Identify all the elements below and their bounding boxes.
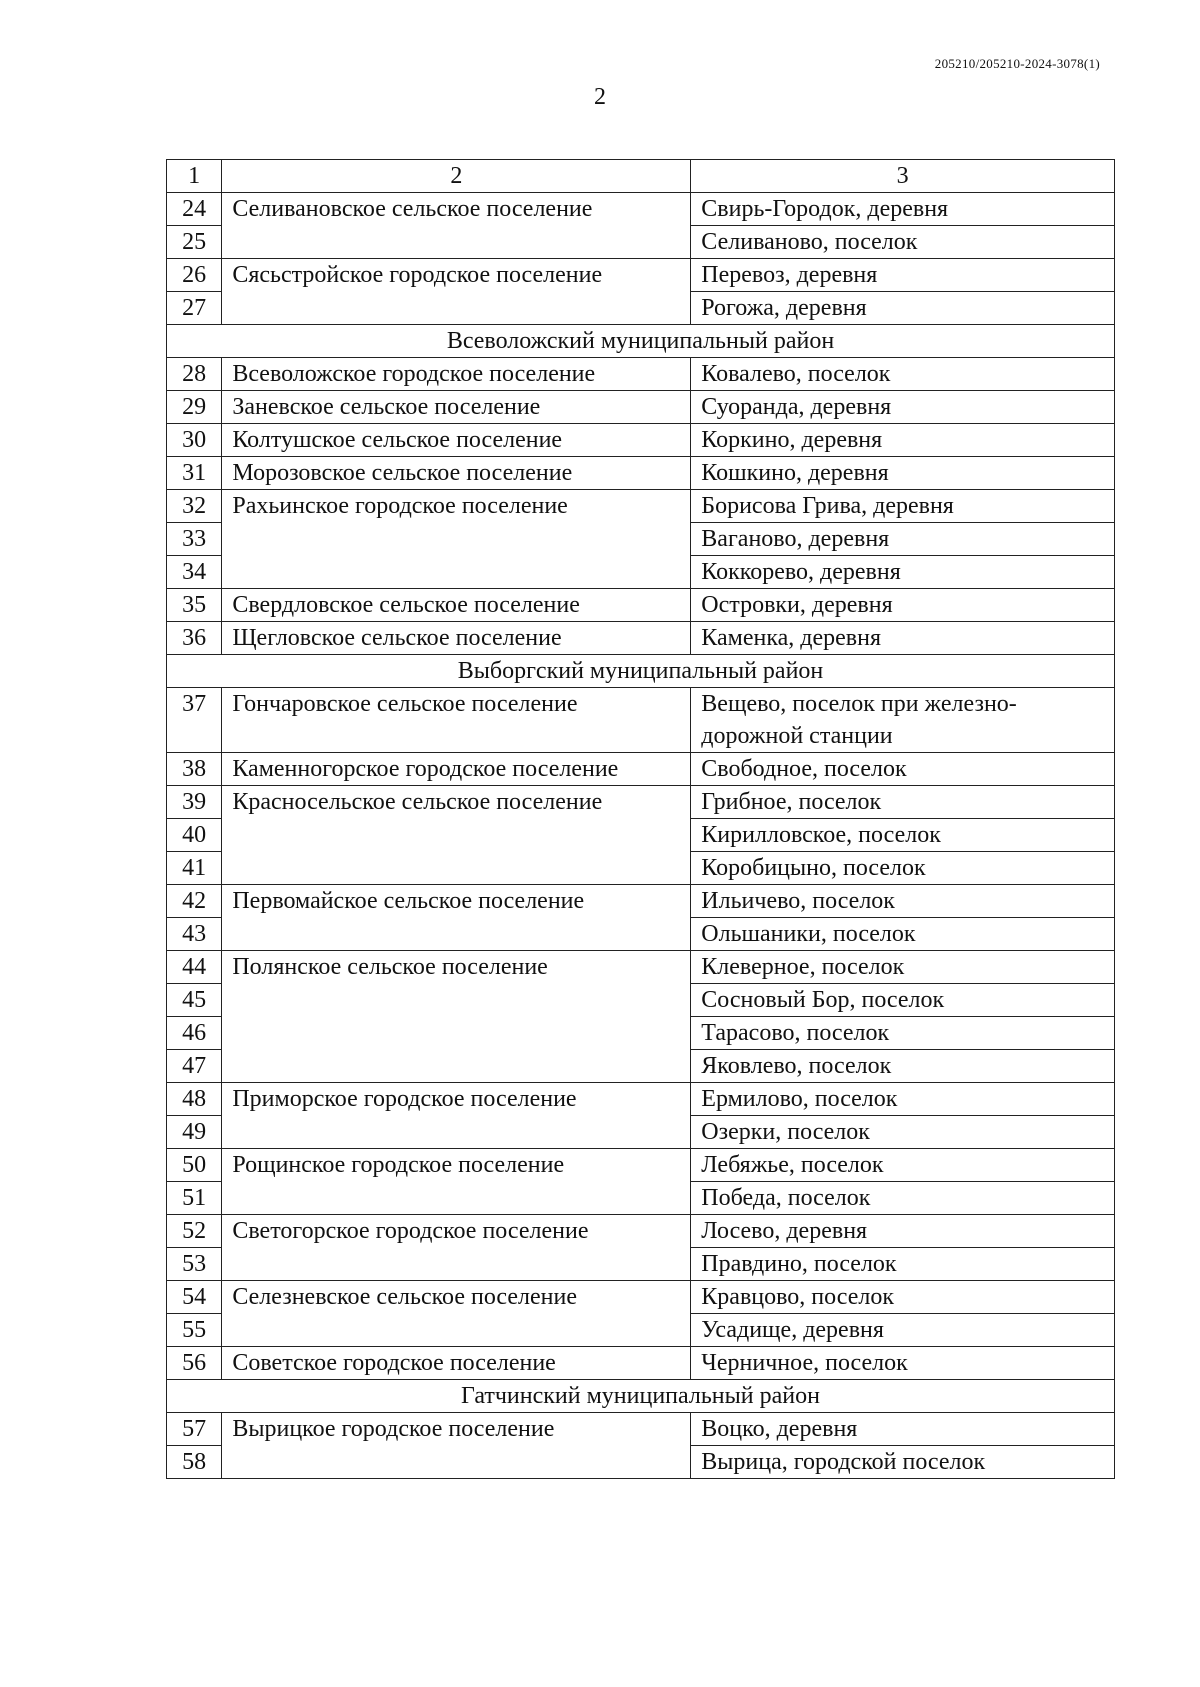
- settlements-table: [166, 159, 1115, 1479]
- row-number: 43: [167, 918, 222, 951]
- row-number: 35: [167, 589, 222, 622]
- table-row: [167, 786, 1115, 819]
- locality-name: Островки, деревня: [691, 589, 1115, 622]
- locality-name: Рогожа, деревня: [691, 292, 1115, 325]
- district-name: Выборгский муниципальный район: [167, 655, 1115, 688]
- row-number: 55: [167, 1314, 222, 1347]
- table-row: [167, 1281, 1115, 1314]
- district-row: [167, 655, 1115, 688]
- table-row: [167, 951, 1115, 984]
- table-row: [167, 753, 1115, 786]
- table-row: [167, 490, 1115, 523]
- column-header-2: 2: [222, 160, 691, 193]
- locality-name: Ольшаники, поселок: [691, 918, 1115, 951]
- settlement-name: Сясьстройское городское поселение: [222, 259, 691, 325]
- row-number: 49: [167, 1116, 222, 1149]
- table-row: [167, 424, 1115, 457]
- row-number: 40: [167, 819, 222, 852]
- locality-name: Лебяжье, поселок: [691, 1149, 1115, 1182]
- row-number: 51: [167, 1182, 222, 1215]
- table-row: [167, 1149, 1115, 1182]
- table-row: [167, 259, 1115, 292]
- row-number: 30: [167, 424, 222, 457]
- settlement-name: Морозовское сельское поселение: [222, 457, 691, 490]
- settlement-name: Селезневское сельское поселение: [222, 1281, 691, 1347]
- locality-name: Клеверное, поселок: [691, 951, 1115, 984]
- row-number: 47: [167, 1050, 222, 1083]
- settlement-name: Советское городское поселение: [222, 1347, 691, 1380]
- locality-name: Коккорево, деревня: [691, 556, 1115, 589]
- settlement-name: Светогорское городское поселение: [222, 1215, 691, 1281]
- district-row: [167, 1380, 1115, 1413]
- row-number: 25: [167, 226, 222, 259]
- table-row: [167, 193, 1115, 226]
- locality-name: Озерки, поселок: [691, 1116, 1115, 1149]
- document-id: 205210/205210-2024-3078(1): [934, 56, 1100, 71]
- row-number: 32: [167, 490, 222, 523]
- table-row: [167, 589, 1115, 622]
- locality-name: Кравцово, поселок: [691, 1281, 1115, 1314]
- settlement-name: Щегловское сельское поселение: [222, 622, 691, 655]
- row-number: 58: [167, 1446, 222, 1479]
- row-number: 33: [167, 523, 222, 556]
- row-number: 27: [167, 292, 222, 325]
- column-header-3: 3: [691, 160, 1115, 193]
- locality-name: Вырица, городской поселок: [691, 1446, 1115, 1479]
- locality-name: Ваганово, деревня: [691, 523, 1115, 556]
- table-row: [167, 457, 1115, 490]
- settlement-name: Всеволожское городское поселение: [222, 358, 691, 391]
- locality-name: Усадище, деревня: [691, 1314, 1115, 1347]
- locality-name: Вещево, поселок при железно-дорожной станции: [691, 688, 1115, 753]
- row-number: 54: [167, 1281, 222, 1314]
- row-number: 31: [167, 457, 222, 490]
- row-number: 38: [167, 753, 222, 786]
- column-header-1: 1: [167, 160, 222, 193]
- row-number: 36: [167, 622, 222, 655]
- table-header-row: [167, 160, 1115, 193]
- row-number: 53: [167, 1248, 222, 1281]
- locality-name: Тарасово, поселок: [691, 1017, 1115, 1050]
- settlement-name: Рощинское городское поселение: [222, 1149, 691, 1215]
- row-number: 37: [167, 688, 222, 753]
- locality-name: Перевоз, деревня: [691, 259, 1115, 292]
- table-row: [167, 885, 1115, 918]
- row-number: 44: [167, 951, 222, 984]
- locality-name: Свободное, поселок: [691, 753, 1115, 786]
- locality-name: Свирь-Городок, деревня: [691, 193, 1115, 226]
- table-row: [167, 688, 1115, 753]
- row-number: 26: [167, 259, 222, 292]
- row-number: 48: [167, 1083, 222, 1116]
- settlements-table-body: [167, 160, 1115, 1479]
- settlement-name: Красносельское сельское поселение: [222, 786, 691, 885]
- district-name: Гатчинский муниципальный район: [167, 1380, 1115, 1413]
- row-number: 39: [167, 786, 222, 819]
- locality-name: Борисова Грива, деревня: [691, 490, 1115, 523]
- locality-name: Лосево, деревня: [691, 1215, 1115, 1248]
- row-number: 42: [167, 885, 222, 918]
- locality-name: Грибное, поселок: [691, 786, 1115, 819]
- locality-name: Яковлево, поселок: [691, 1050, 1115, 1083]
- row-number: 34: [167, 556, 222, 589]
- settlement-name: Колтушское сельское поселение: [222, 424, 691, 457]
- row-number: 41: [167, 852, 222, 885]
- locality-name: Ковалево, поселок: [691, 358, 1115, 391]
- district-row: [167, 325, 1115, 358]
- settlement-name: Приморское городское поселение: [222, 1083, 691, 1149]
- locality-name: Каменка, деревня: [691, 622, 1115, 655]
- row-number: 50: [167, 1149, 222, 1182]
- locality-name: Воцко, деревня: [691, 1413, 1115, 1446]
- table-row: [167, 1413, 1115, 1446]
- locality-name: Селиваново, поселок: [691, 226, 1115, 259]
- locality-name: Правдино, поселок: [691, 1248, 1115, 1281]
- row-number: 56: [167, 1347, 222, 1380]
- settlement-name: Полянское сельское поселение: [222, 951, 691, 1083]
- table-row: [167, 1215, 1115, 1248]
- settlement-name: Вырицкое городское поселение: [222, 1413, 691, 1479]
- row-number: 29: [167, 391, 222, 424]
- district-name: Всеволожский муниципальный район: [167, 325, 1115, 358]
- table-row: [167, 358, 1115, 391]
- settlement-name: Первомайское сельское поселение: [222, 885, 691, 951]
- table-row: [167, 1083, 1115, 1116]
- settlement-name: Селивановское сельское поселение: [222, 193, 691, 259]
- locality-name: Кирилловское, поселок: [691, 819, 1115, 852]
- settlement-name: Гончаровское сельское поселение: [222, 688, 691, 753]
- locality-name: Коробицыно, поселок: [691, 852, 1115, 885]
- locality-name: Победа, поселок: [691, 1182, 1115, 1215]
- row-number: 24: [167, 193, 222, 226]
- locality-name: Коркино, деревня: [691, 424, 1115, 457]
- row-number: 57: [167, 1413, 222, 1446]
- locality-name: Сосновый Бор, поселок: [691, 984, 1115, 1017]
- row-number: 45: [167, 984, 222, 1017]
- row-number: 28: [167, 358, 222, 391]
- locality-name: Черничное, поселок: [691, 1347, 1115, 1380]
- locality-name: Суоранда, деревня: [691, 391, 1115, 424]
- settlement-name: Заневское сельское поселение: [222, 391, 691, 424]
- row-number: 52: [167, 1215, 222, 1248]
- page-number: 2: [594, 84, 606, 110]
- locality-name: Ильичево, поселок: [691, 885, 1115, 918]
- table-row: [167, 391, 1115, 424]
- table-row: [167, 622, 1115, 655]
- locality-name: Ермилово, поселок: [691, 1083, 1115, 1116]
- locality-name: Кошкино, деревня: [691, 457, 1115, 490]
- settlement-name: Рахьинское городское поселение: [222, 490, 691, 589]
- row-number: 46: [167, 1017, 222, 1050]
- table-row: [167, 1347, 1115, 1380]
- settlement-name: Каменногорское городское поселение: [222, 753, 691, 786]
- settlement-name: Свердловское сельское поселение: [222, 589, 691, 622]
